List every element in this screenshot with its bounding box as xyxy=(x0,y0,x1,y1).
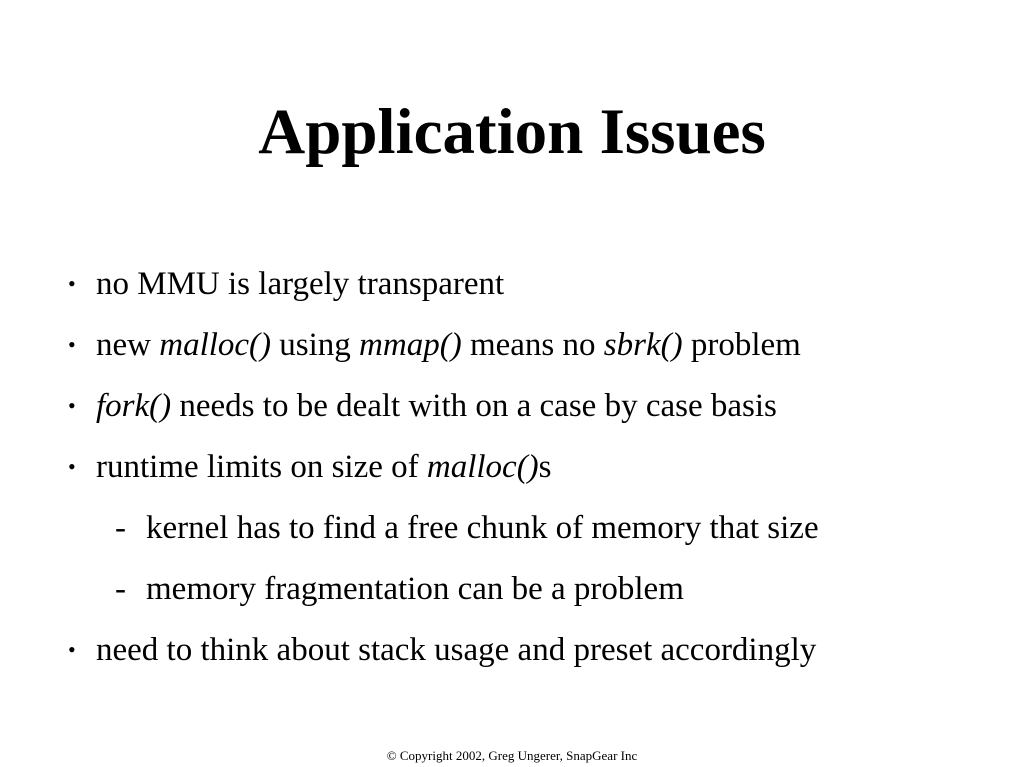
text-run: means no xyxy=(461,327,604,363)
sub-bullet-text xyxy=(146,569,684,609)
copyright-icon: © xyxy=(386,748,397,763)
text-run: new xyxy=(96,327,160,363)
bullet-marker: • xyxy=(68,454,76,479)
text-run: using xyxy=(271,327,360,363)
copyright-footer xyxy=(0,748,1024,764)
slide-title: Application Issues xyxy=(258,96,766,168)
bullet-marker: • xyxy=(68,332,76,357)
text-run: needs to be dealt with on a case by case basis xyxy=(171,388,777,424)
sub-bullet-marker: - xyxy=(115,510,126,546)
text-run: s xyxy=(538,449,552,485)
bullet-marker: • xyxy=(68,637,76,662)
sub-bullet-marker: - xyxy=(115,571,126,607)
function-name: mmap() xyxy=(359,327,462,363)
text-run: problem xyxy=(682,327,801,363)
function-name: malloc() xyxy=(159,327,272,363)
bullet-text xyxy=(96,630,816,670)
text-run: no MMU is largely transparent xyxy=(96,266,505,302)
text-run: need to think about stack usage and preset accordingly xyxy=(96,632,817,668)
bullet-text xyxy=(96,386,777,426)
function-name: sbrk() xyxy=(603,327,683,363)
bullet-text xyxy=(96,325,801,365)
bullet-text xyxy=(96,264,504,304)
copyright-text: Copyright 2002, Greg Ungerer, SnapGear Inc xyxy=(399,748,638,763)
text-run: kernel has to find a free chunk of memory that size xyxy=(146,510,819,546)
function-name: malloc() xyxy=(426,449,539,485)
sub-bullet-text xyxy=(146,508,819,548)
bullet-marker: • xyxy=(68,271,76,296)
function-name: fork() xyxy=(96,388,172,424)
text-run: memory fragmentation can be a problem xyxy=(146,571,684,607)
bullet-text xyxy=(96,447,552,487)
text-run: runtime limits on size of xyxy=(96,449,427,485)
bullet-marker: • xyxy=(68,393,76,418)
